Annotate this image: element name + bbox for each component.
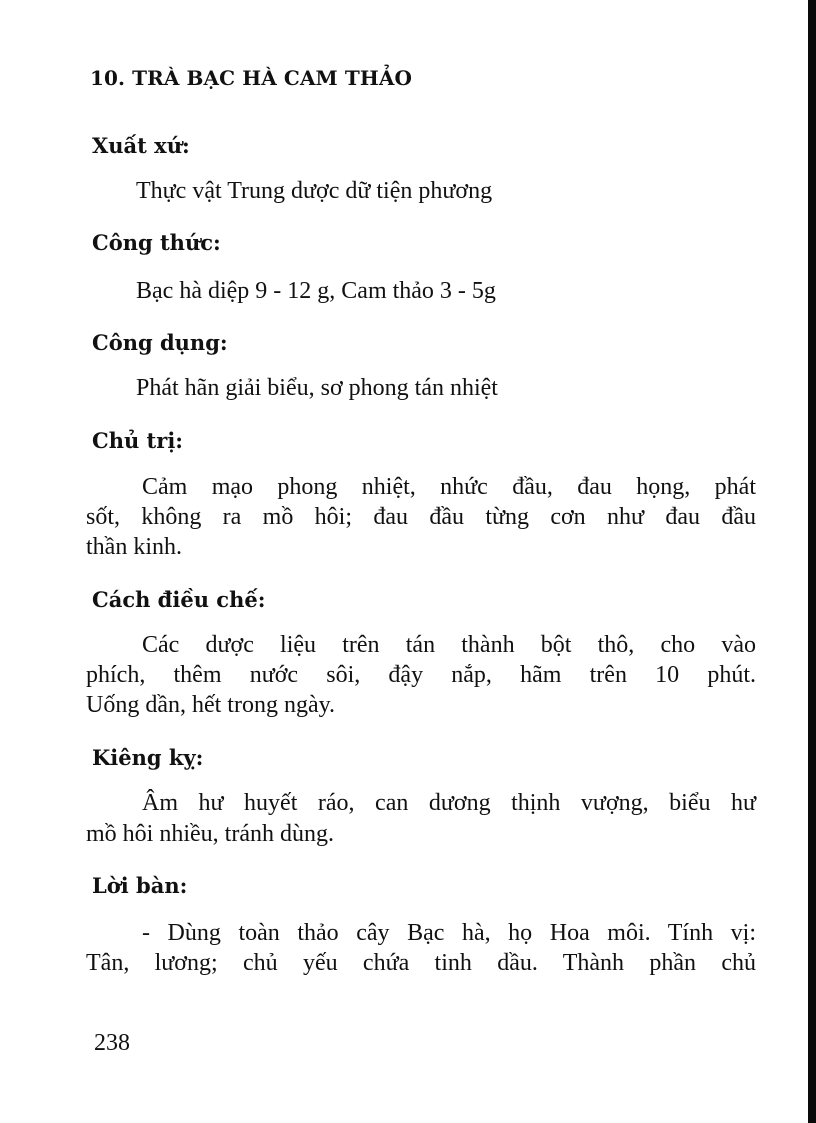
formula-text: Bạc hà diệp 9 - 12 g, Cam thảo 3 - 5g — [136, 278, 496, 304]
indication-line-1: Cảm mạo phong nhiệt, nhức đầu, đau họng, phát — [142, 474, 756, 500]
contraindication-line-1: Âm hư huyết ráo, can dương thịnh vượng, biểu hư — [142, 790, 756, 816]
indication-line-3: thần kinh. — [86, 534, 182, 560]
preparation-line-3: Uống dần, hết trong ngày. — [86, 692, 336, 718]
origin-text: Thực vật Trung dược dữ tiện phương — [136, 178, 493, 204]
section-heading-contraindication: Kiêng kỵ: — [92, 745, 204, 770]
recipe-title: 10. TRÀ BẠC HÀ CAM THẢO — [90, 66, 412, 90]
section-heading-effect: Công dụng: — [92, 330, 228, 355]
section-heading-commentary: Lời bàn: — [92, 873, 188, 898]
preparation-line-2: phích, thêm nước sôi, đậy nắp, hãm trên 10 phút. — [86, 662, 756, 688]
section-heading-preparation: Cách điều chế: — [92, 587, 266, 612]
section-heading-formula: Công thức: — [92, 230, 221, 255]
section-heading-origin: Xuất xứ: — [92, 133, 190, 158]
page-edge-border — [808, 0, 816, 1123]
commentary-line-1: - Dùng toàn thảo cây Bạc hà, họ Hoa môi. Tính vị: — [142, 920, 756, 946]
preparation-line-1: Các dược liệu trên tán thành bột thô, cho vào — [142, 632, 756, 658]
section-heading-indication: Chủ trị: — [92, 428, 184, 453]
indication-line-2: sốt, không ra mồ hôi; đau đầu từng cơn như đau đầu — [86, 504, 756, 530]
page-number: 238 — [94, 1030, 130, 1056]
contraindication-line-2: mồ hôi nhiều, tránh dùng. — [86, 821, 334, 847]
effect-text: Phát hãn giải biểu, sơ phong tán nhiệt — [136, 375, 498, 401]
commentary-line-2: Tân, lương; chủ yếu chứa tinh dầu. Thành phần chủ — [86, 950, 756, 976]
